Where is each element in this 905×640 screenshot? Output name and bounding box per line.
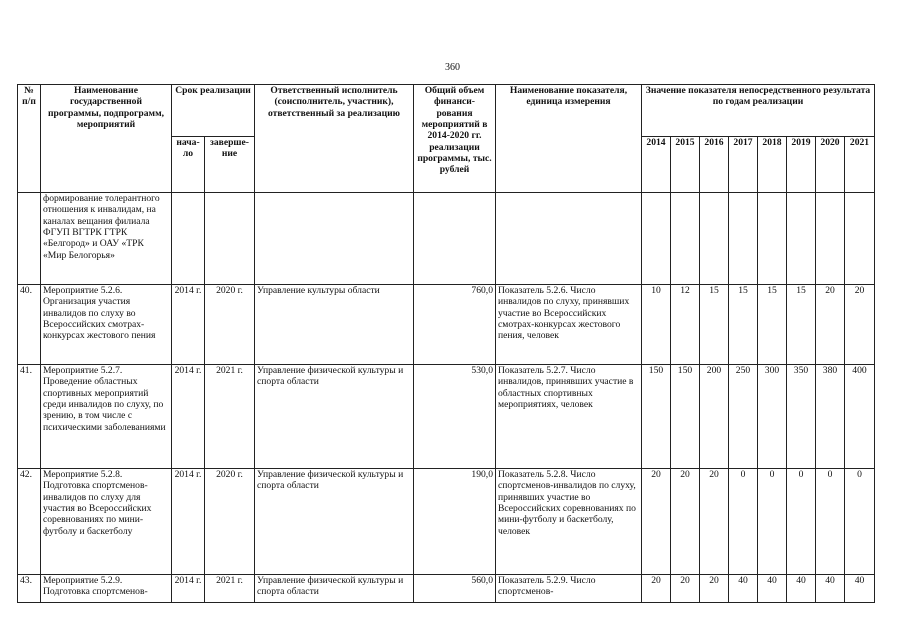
header-values: Значение показателя непосредственного результата по годам реализации	[642, 85, 875, 137]
row-value: 200	[700, 365, 729, 469]
row-value: 0	[816, 469, 845, 575]
row-executor: Управление культуры области	[255, 285, 414, 365]
year-header: 2019	[787, 137, 816, 193]
row-value: 40	[845, 575, 875, 603]
row-start: 2014 г.	[172, 469, 205, 575]
row-volume: 190,0	[414, 469, 496, 575]
row-value: 15	[700, 285, 729, 365]
row-name: формирование толерантного отношения к инвалидам, на каналах вещания филиала ФГУП ВГТРК ГТРК «Белгород» и ОАУ «ТРК «Мир Белогорья»	[41, 193, 172, 285]
row-value: 0	[758, 469, 787, 575]
row-name: Мероприятие 5.2.7. Проведение областных спортивных мероприятий среди инвалидов по слуху, по зрению, в том числе с психическими заболеваниями	[41, 365, 172, 469]
row-end: 2021 г.	[205, 365, 255, 469]
year-header: 2018	[758, 137, 787, 193]
header-volume: Общий объем финанси-рования мероприятий в 2014-2020 гг. реализации программы, тыс. рублей	[414, 85, 496, 193]
program-table	[17, 84, 875, 603]
row-start: 2014 г.	[172, 365, 205, 469]
header-end: заверше-ние	[205, 137, 255, 193]
year-header: 2014	[642, 137, 671, 193]
row-executor: Управление физической культуры и спорта области	[255, 469, 414, 575]
row-name: Мероприятие 5.2.8. Подготовка спортсменов-инвалидов по слуху для участия во Всероссийских соревнованиях по мини-футболу и баскетболу	[41, 469, 172, 575]
row-value: 15	[758, 285, 787, 365]
row-value: 15	[729, 285, 758, 365]
row-value: 20	[642, 469, 671, 575]
header-indicator: Наименование показателя, единица измерения	[496, 85, 642, 193]
row-indicator: Показатель 5.2.9. Число спортсменов-	[496, 575, 642, 603]
header-row	[18, 85, 875, 137]
row-value: 20	[671, 575, 700, 603]
row-value: 150	[671, 365, 700, 469]
row-value: 380	[816, 365, 845, 469]
row-name: Мероприятие 5.2.9. Подготовка спортсменов-	[41, 575, 172, 603]
row-indicator: Показатель 5.2.6. Число инвалидов по слуху, принявших участие во Всероссийских смотрах-конкурсах жестового пения, человек	[496, 285, 642, 365]
header-start: нача-ло	[172, 137, 205, 193]
row-value: 0	[787, 469, 816, 575]
table-row	[18, 193, 875, 285]
row-value: 400	[845, 365, 875, 469]
row-volume: 760,0	[414, 285, 496, 365]
row-value: 15	[787, 285, 816, 365]
row-value: 40	[787, 575, 816, 603]
row-end: 2020 г.	[205, 285, 255, 365]
row-value: 20	[642, 575, 671, 603]
header-name: Наименование государственной программы, подпрограмм, мероприятий	[41, 85, 172, 193]
row-executor: Управление физической культуры и спорта области	[255, 365, 414, 469]
row-value: 350	[787, 365, 816, 469]
year-header: 2020	[816, 137, 845, 193]
row-value: 20	[816, 285, 845, 365]
year-header: 2021	[845, 137, 875, 193]
table-row	[18, 285, 875, 365]
row-indicator: Показатель 5.2.8. Число спортсменов-инвалидов по слуху, принявших участие во Всероссийских соревнованиях по мини-футболу и баскетболу, человек	[496, 469, 642, 575]
year-header: 2017	[729, 137, 758, 193]
year-header: 2016	[700, 137, 729, 193]
row-value: 10	[642, 285, 671, 365]
row-end: 2020 г.	[205, 469, 255, 575]
header-num: № п/п	[18, 85, 41, 193]
row-value: 12	[671, 285, 700, 365]
row-start: 2014 г.	[172, 285, 205, 365]
table-row	[18, 365, 875, 469]
row-executor: Управление физической культуры и спорта области	[255, 575, 414, 603]
row-value: 40	[729, 575, 758, 603]
row-value: 20	[700, 575, 729, 603]
row-value: 150	[642, 365, 671, 469]
header-term: Срок реализации	[172, 85, 255, 137]
row-num: 43.	[18, 575, 41, 603]
row-value: 40	[816, 575, 845, 603]
row-volume: 530,0	[414, 365, 496, 469]
table-row	[18, 575, 875, 603]
row-value: 40	[758, 575, 787, 603]
header-executor: Ответственный исполнитель (соисполнитель, участник), ответственный за реализацию	[255, 85, 414, 193]
year-header: 2015	[671, 137, 700, 193]
row-indicator: Показатель 5.2.7. Число инвалидов, принявших участие в областных спортивных мероприятиях, человек	[496, 365, 642, 469]
row-volume: 560,0	[414, 575, 496, 603]
row-num: 41.	[18, 365, 41, 469]
row-value: 250	[729, 365, 758, 469]
table-row	[18, 469, 875, 575]
row-value: 300	[758, 365, 787, 469]
row-value: 0	[845, 469, 875, 575]
row-start: 2014 г.	[172, 575, 205, 603]
row-num: 42.	[18, 469, 41, 575]
row-value: 20	[700, 469, 729, 575]
row-num: 40.	[18, 285, 41, 365]
row-value: 20	[671, 469, 700, 575]
page-number: 360	[445, 62, 460, 73]
row-value: 0	[729, 469, 758, 575]
row-value: 20	[845, 285, 875, 365]
row-end: 2021 г.	[205, 575, 255, 603]
row-name: Мероприятие 5.2.6. Организация участия инвалидов по слуху во Всероссийских смотрах-конкурсах жестового пения	[41, 285, 172, 365]
